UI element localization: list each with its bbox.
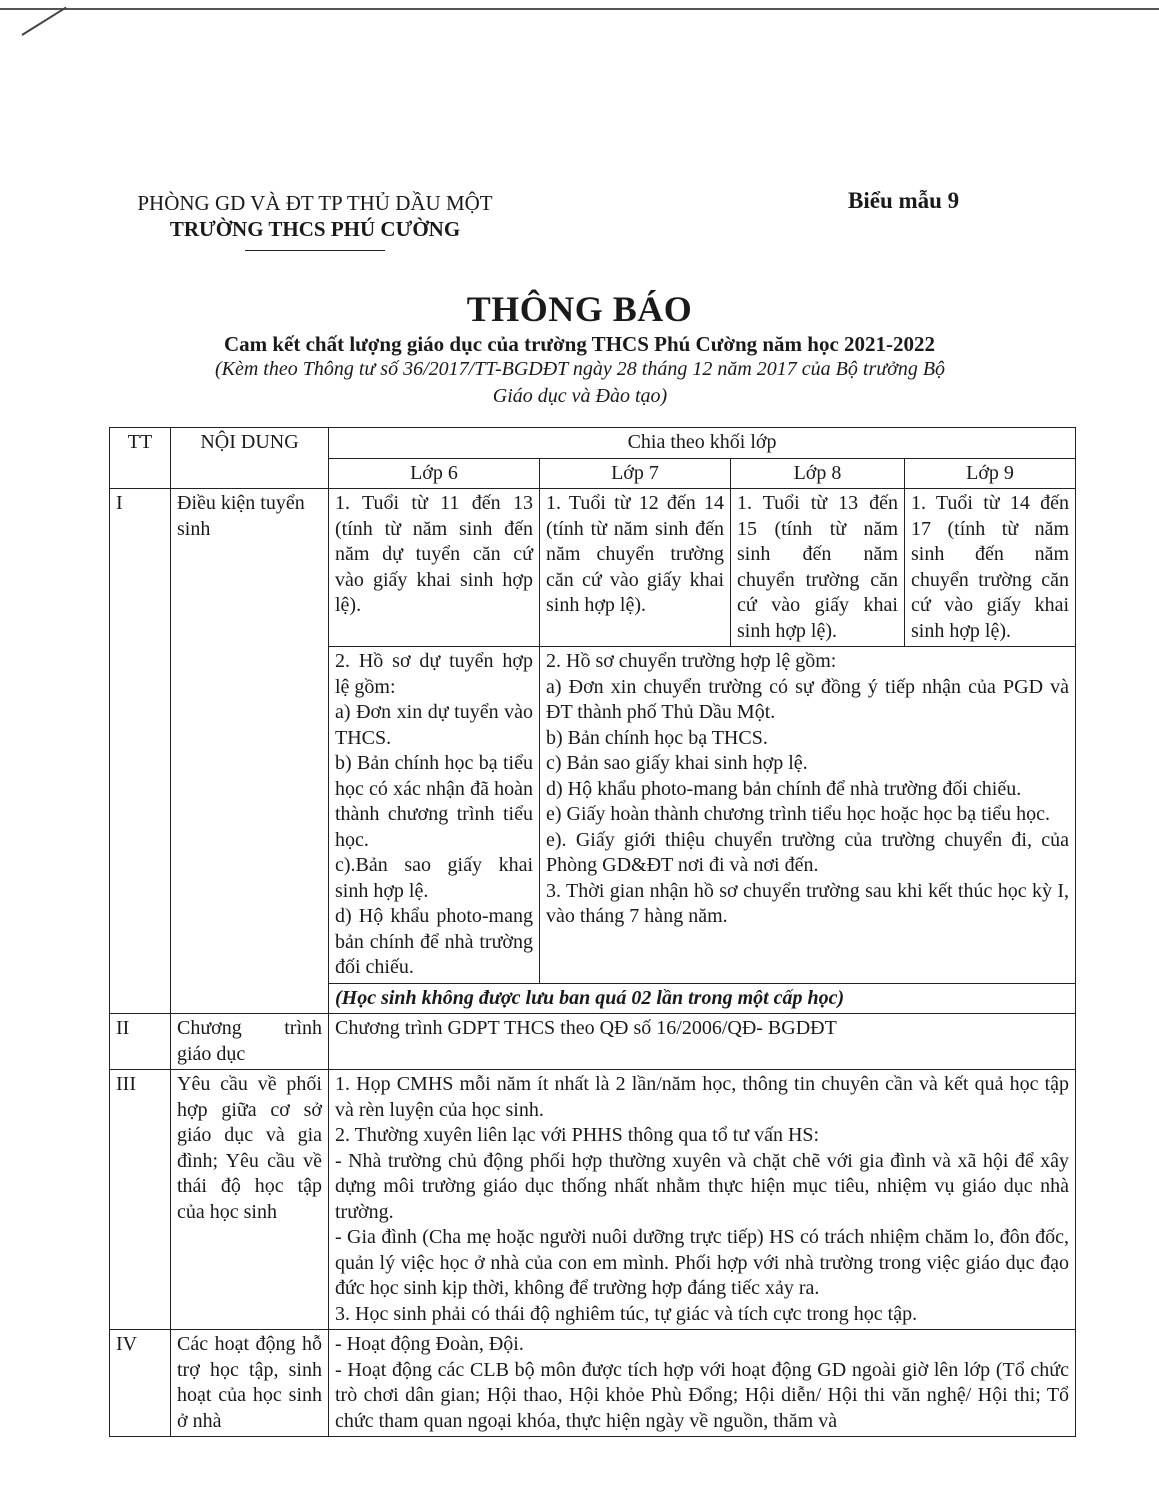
transfer-documents: 2. Hồ sơ chuyển trường hợp lệ gồm: a) Đơn xin chuyển trường có sự đồng ý tiếp nhận của PGD và ĐT thành phố Thủ Dầu Một. b) Bản chính học bạ THCS. c) Bản sao giấy khai sinh hợp lệ. d) Hộ khẩu photo-mang bản chính để nhà trường đối chiếu. e) Giấy hoàn thành chương trình tiểu học hoặc học bạ tiểu học. e). Giấy giới thiệu chuyển trường của trường chuyển đi, của Phòng GD&ĐT nơi đi và nơi đến. 3. Thời gian nhận hồ sơ chuyển trường sau khi kết thúc học kỳ I, vào tháng 7 hàng năm. [540, 647, 1076, 984]
scan-pen-mark [21, 7, 66, 36]
grade-header: Lớp 8 [731, 458, 905, 489]
header-content: NỘI DUNG [171, 428, 329, 489]
repeat-note: (Học sinh không được lưu ban quá 02 lần trong một cấp học) [329, 983, 1076, 1014]
scan-edge-line [0, 8, 1159, 10]
row-content: 1. Họp CMHS mỗi năm ít nhất là 2 lần/năm học, thông tin chuyên cần và kết quả học tập và rèn luyện của học sinh. 2. Thường xuyên liên lạc với PHHS thông qua tổ tư vấn HS: - Nhà trường chủ động phối hợp thường xuyên và chặt chẽ với gia đình và xã hội để xây dựng môi trường giáo dục thống nhất nhằm thực hiện mục tiêu, nhiệm vụ giáo dục nhà trường. - Gia đình (Cha mẹ hoặc người nuôi dưỡng trực tiếp) HS có trách nhiệm chăm lo, đôn đốc, quản lý việc học ở nhà của con em mình. Phối hợp với nhà trường trong việc giáo dục đạo đức học sinh kịp thời, không để trường hợp đáng tiếc xảy ra. 3. Học sinh phải có thái độ nghiêm túc, tự giác và tích cực trong học tập. [329, 1070, 1076, 1330]
header-underline [245, 250, 385, 251]
header-grade-group: Chia theo khối lớp [329, 428, 1076, 459]
grade6-documents: 2. Hồ sơ dự tuyển hợp lệ gồm: a) Đơn xin dự tuyển vào THCS. b) Bản chính học bạ tiểu học có xác nhận đã hoàn thành chương trình tiểu học. c).Bản sao giấy khai sinh hợp lệ. d) Hộ khẩu photo-mang bản chính để nhà trường đối chiếu. [329, 647, 540, 984]
row-number: II [110, 1014, 171, 1070]
table-row [110, 1330, 1076, 1437]
document-subtitle: Cam kết chất lượng giáo dục của trường THCS Phú Cường năm học 2021-2022 [223, 332, 936, 356]
issuer-header [120, 190, 510, 251]
row-label: Chương trình giáo dục [171, 1014, 329, 1070]
row-content: Chương trình GDPT THCS theo QĐ số 16/2006/QĐ- BGDĐT [329, 1014, 1076, 1070]
row-label: Điều kiện tuyển sinh [171, 489, 329, 1014]
row-number: I [110, 489, 171, 1014]
department-name: PHÒNG GD VÀ ĐT TP THỦ DẦU MỘT [137, 191, 493, 215]
commitment-table [109, 427, 1076, 1437]
age-condition: 1. Tuổi từ 13 đến 15 (tính từ năm sinh đến năm chuyển trường căn cứ vào giấy khai sinh hợp lệ). [731, 489, 905, 647]
row-content: - Hoạt động Đoàn, Đội. - Hoạt động các CLB bộ môn được tích hợp với hoạt động GD ngoài giờ lên lớp (Tổ chức trò chơi dân gian; Hội thao, Hội khỏe Phù Đổng; Hội diễn/ Hội thi văn nghệ/ Hội thi; Tổ chức tham quan ngoại khóa, thực hiện ngày về nguồn, thăm và [329, 1330, 1076, 1437]
legal-reference: (Kèm theo Thông tư số 36/2017/TT-BGDĐT ngày 28 tháng 12 năm 2017 của Bộ trưởng Bộ Giáo dục và Đào tạo) [214, 358, 946, 407]
age-condition: 1. Tuổi từ 11 đến 13 (tính từ năm sinh đến năm dự tuyển căn cứ vào giấy khai sinh hợp lệ). [329, 489, 540, 647]
table-row [110, 1014, 1076, 1070]
school-name: TRƯỜNG THCS PHÚ CƯỜNG [169, 217, 461, 241]
grade-header: Lớp 7 [540, 458, 731, 489]
grade-header: Lớp 6 [329, 458, 540, 489]
table-row [110, 1070, 1076, 1330]
row-number: IV [110, 1330, 171, 1437]
header-tt: TT [110, 428, 171, 489]
document-title: THÔNG BÁO [466, 289, 693, 329]
grade-header: Lớp 9 [905, 458, 1076, 489]
age-condition: 1. Tuổi từ 14 đến 17 (tính từ năm sinh đến năm chuyển trường căn cứ vào giấy khai sinh hợp lệ). [905, 489, 1076, 647]
table-row [110, 489, 1076, 647]
table-header-row [110, 428, 1076, 459]
form-label: Biểu mẫu 9 [848, 188, 960, 213]
row-label: Các hoạt động hỗ trợ học tập, sinh hoạt của học sinh ở nhà [171, 1330, 329, 1437]
age-condition: 1. Tuổi từ 12 đến 14 (tính từ năm sinh đến năm chuyển trường căn cứ vào giấy khai sinh hợp lệ). [540, 489, 731, 647]
row-label: Yêu cầu về phối hợp giữa cơ sở giáo dục và gia đình; Yêu cầu về thái độ học tập của học sinh [171, 1070, 329, 1330]
row-number: III [110, 1070, 171, 1330]
